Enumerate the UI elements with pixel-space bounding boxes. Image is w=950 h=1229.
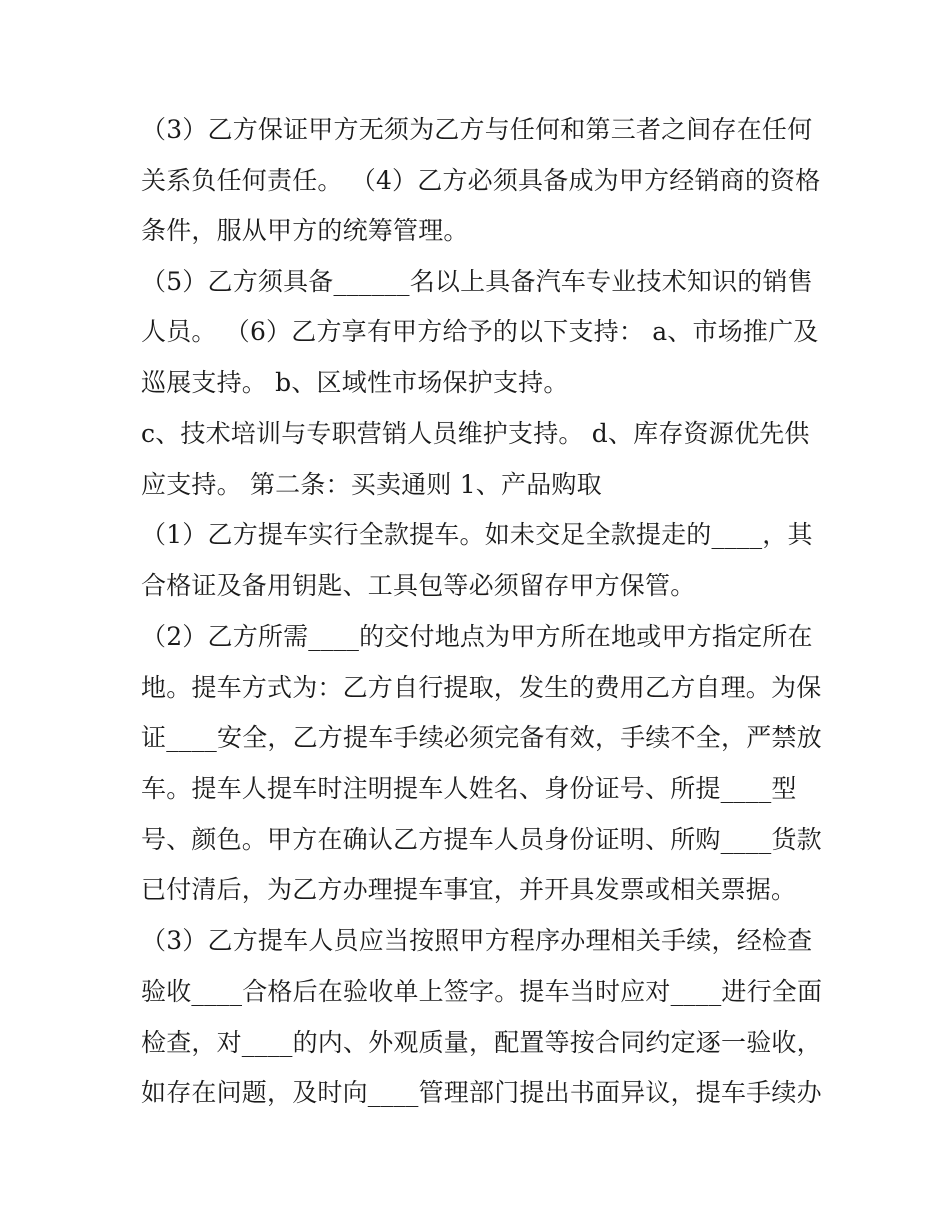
text-line: 已付清后，为乙方办理提车事宜，并开具发票或相关票据。 (141, 875, 797, 904)
text-line: 号、颜色。甲方在确认乙方提车人员身份证明、所购____货款 (141, 825, 822, 854)
text-line: （3）乙方提车人员应当按照甲方程序办理相关手续，经检查 (141, 926, 813, 955)
text-line: 检查，对____的内、外观质量，配置等按合同约定逐一验收， (141, 1028, 822, 1057)
text-line: 关系负任何责任。 （4）乙方必须具备成为甲方经销商的资格 (141, 166, 821, 195)
text-line: 巡展支持。 b、区域性市场保护支持。 (141, 368, 569, 397)
text-line: 人员。 （6）乙方享有甲方给予的以下支持： a、市场推广及 (141, 317, 819, 346)
text-line: （1）乙方提车实行全款提车。如未交足全款提走的____，其 (141, 520, 813, 549)
text-line: c、技术培训与专职营销人员维护支持。 d、库存资源优先供 (141, 419, 810, 448)
text-line: （3）乙方保证甲方无须为乙方与任何和第三者之间存在任何 (141, 115, 813, 144)
text-line: 条件，服从甲方的统筹管理。 (141, 216, 469, 245)
text-line: 证____安全，乙方提车手续必须完备有效，手续不全，严禁放 (141, 723, 822, 752)
text-line: （5）乙方须具备______名以上具备汽车专业技术知识的销售 (141, 267, 813, 296)
text-line: 合格证及备用钥匙、工具包等必须留存甲方保管。 (141, 571, 696, 600)
text-line: 验收____合格后在验收单上签字。提车当时应对____进行全面 (141, 977, 823, 1006)
text-line: 车。提车人提车时注明提车人姓名、身份证号、所提____型 (141, 774, 797, 803)
text-line: 应支持。 第二条：买卖通则 1、产品购取 (141, 470, 602, 499)
text-line: 如存在问题，及时向____管理部门提出书面异议，提车手续办 (141, 1078, 822, 1107)
text-line: 地。提车方式为：乙方自行提取，发生的费用乙方自理。为保 (141, 673, 822, 702)
text-line: （2）乙方所需____的交付地点为甲方所在地或甲方指定所在 (141, 622, 813, 651)
